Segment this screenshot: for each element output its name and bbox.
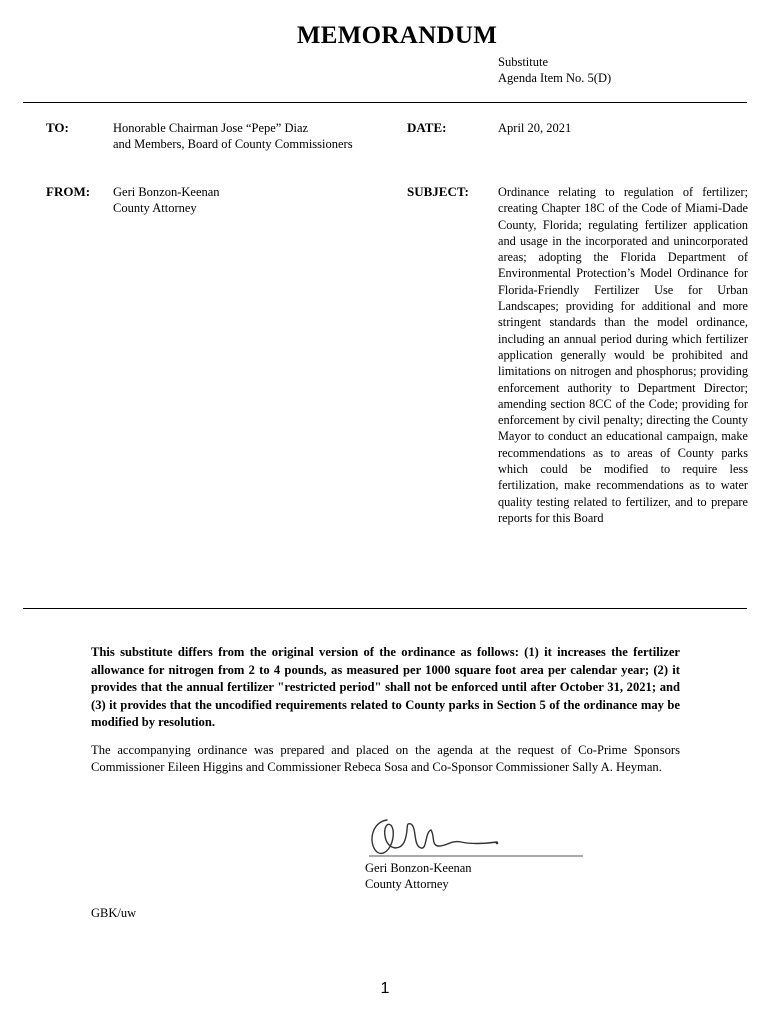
from-line-2: County Attorney <box>113 201 197 216</box>
subject-label: SUBJECT: <box>407 184 469 199</box>
from-label: FROM: <box>46 184 91 199</box>
to-line-1: Honorable Chairman Jose “Pepe” Diaz <box>113 121 309 135</box>
sponsors-paragraph: The accompanying ordinance was prepared and placed on the agenda at the request of Co-Prime Sponsors Commissioner Eileen Higgins and Commissioner Rebeca Sosa and Co-Sponsor Commissioner Sally A. Heyman. <box>91 743 680 774</box>
typist-initials: GBK/uw <box>91 906 137 920</box>
substitute-differences-paragraph: This substitute differs from the original version of the ordinance as follows: (1) it increases the fertilizer allowance for nitrogen from 2 to 4 pounds, as measured per 1000 square foot area per calendar year; (2) it provides that the annual fertilizer "restricted period" shall not be enforced until after October 31, 2021; and (3) it provides that the uncodified requirements related to County parks in Section 5 of the ordinance may be modified by resolution. <box>91 645 680 729</box>
substitute-label: Substitute <box>498 55 549 69</box>
subject-value: Ordinance relating to regulation of fertilizer; creating Chapter 18C of the Code of Miami-Dade County, Florida; regulating fertilizer application and usage in the incorporated and unincorporated areas; adopting the Florida Department of Environmental Protection’s Model Ordinance for Florida-Friendly Fertilizer Use for Urban Landscapes; providing for additional and more stringent standards than the model ordinance, including an annual period during which fertilizer application generally would be prohibited and limitations on nitrogen and phosphorus; providing enforcement authority to Department Director; amending section 8CC of the Code; providing for enforcement by civil penalty; directing the County Mayor to conduct an educational campaign, make recommendations as to areas of County parks which could be modified to require less fertilization, make recommendations as to water quality testing related to fertilizer, and to prepare reports for this Board <box>498 185 748 525</box>
signatory-name: Geri Bonzon-Keenan <box>365 861 472 875</box>
agenda-item-number: Agenda Item No. 5(D) <box>498 71 612 85</box>
top-divider <box>23 102 747 103</box>
bottom-divider <box>23 608 747 609</box>
handwritten-signature <box>365 814 585 864</box>
date-label: DATE: <box>407 120 447 135</box>
to-line-2: and Members, Board of County Commissioners <box>113 137 353 152</box>
from-line-1: Geri Bonzon-Keenan <box>113 185 220 199</box>
page-number: 1 <box>380 980 390 997</box>
from-sender <box>113 184 373 217</box>
agenda-item-note <box>498 54 611 86</box>
signatory-block <box>365 860 472 892</box>
memo-title: MEMORANDUM <box>296 22 498 49</box>
date-value: April 20, 2021 <box>498 121 572 135</box>
to-label: TO: <box>46 120 69 135</box>
to-recipient <box>113 120 403 153</box>
signatory-title: County Attorney <box>365 877 449 891</box>
